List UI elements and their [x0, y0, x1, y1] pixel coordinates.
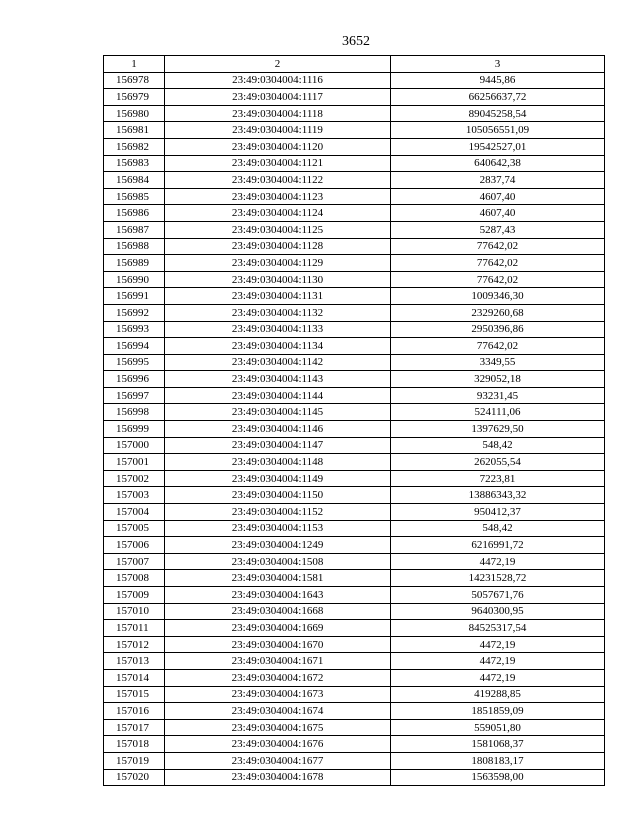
row-number: 156984 — [104, 172, 165, 189]
table-row — [104, 321, 605, 338]
cadastral-number: 23:49:0304004:1134 — [165, 338, 391, 355]
row-number: 157018 — [104, 736, 165, 753]
row-number: 157000 — [104, 437, 165, 454]
row-number: 157009 — [104, 587, 165, 604]
cadastral-number: 23:49:0304004:1143 — [165, 371, 391, 388]
row-number: 157008 — [104, 570, 165, 587]
cadastral-value: 77642,02 — [391, 255, 605, 272]
table-row — [104, 338, 605, 355]
table-row — [104, 703, 605, 720]
row-number: 156986 — [104, 205, 165, 222]
table-row — [104, 620, 605, 637]
cadastral-value: 4607,40 — [391, 188, 605, 205]
cadastral-number: 23:49:0304004:1128 — [165, 238, 391, 255]
table-row — [104, 653, 605, 670]
cadastral-number: 23:49:0304004:1118 — [165, 105, 391, 122]
table-row — [104, 421, 605, 438]
row-number: 157005 — [104, 520, 165, 537]
cadastral-value: 262055,54 — [391, 454, 605, 471]
row-number: 157004 — [104, 504, 165, 521]
row-number: 157014 — [104, 669, 165, 686]
cadastral-number: 23:49:0304004:1670 — [165, 636, 391, 653]
cadastral-value: 9445,86 — [391, 72, 605, 89]
row-number: 156997 — [104, 387, 165, 404]
cadastral-value: 4607,40 — [391, 205, 605, 222]
table-row — [104, 371, 605, 388]
cadastral-number: 23:49:0304004:1150 — [165, 487, 391, 504]
row-number: 157011 — [104, 620, 165, 637]
row-number: 157020 — [104, 769, 165, 786]
row-number: 156993 — [104, 321, 165, 338]
cadastral-value: 93231,45 — [391, 387, 605, 404]
cadastral-number: 23:49:0304004:1121 — [165, 155, 391, 172]
cadastral-number: 23:49:0304004:1675 — [165, 719, 391, 736]
row-number: 156987 — [104, 221, 165, 238]
page-number: 3652 — [342, 34, 370, 49]
table-row — [104, 487, 605, 504]
header-row — [104, 56, 605, 73]
cadastral-number: 23:49:0304004:1120 — [165, 138, 391, 155]
cadastral-number: 23:49:0304004:1673 — [165, 686, 391, 703]
row-number: 156981 — [104, 122, 165, 139]
table-row — [104, 271, 605, 288]
table-row — [104, 354, 605, 371]
cadastral-number: 23:49:0304004:1643 — [165, 587, 391, 604]
row-number: 157002 — [104, 470, 165, 487]
row-number: 156996 — [104, 371, 165, 388]
table-row — [104, 553, 605, 570]
row-number: 156988 — [104, 238, 165, 255]
table-row — [104, 570, 605, 587]
cadastral-value: 950412,37 — [391, 504, 605, 521]
cadastral-value: 524111,06 — [391, 404, 605, 421]
cadastral-value: 105056551,09 — [391, 122, 605, 139]
cadastral-number: 23:49:0304004:1131 — [165, 288, 391, 305]
cadastral-number: 23:49:0304004:1676 — [165, 736, 391, 753]
table-row — [104, 122, 605, 139]
table-row — [104, 752, 605, 769]
cadastral-value: 13886343,32 — [391, 487, 605, 504]
cadastral-number: 23:49:0304004:1678 — [165, 769, 391, 786]
cadastral-value: 559051,80 — [391, 719, 605, 736]
table-row — [104, 520, 605, 537]
cadastral-value: 2950396,86 — [391, 321, 605, 338]
cadastral-number: 23:49:0304004:1149 — [165, 470, 391, 487]
table-row — [104, 686, 605, 703]
cadastral-number: 23:49:0304004:1116 — [165, 72, 391, 89]
row-number: 156983 — [104, 155, 165, 172]
cadastral-value: 329052,18 — [391, 371, 605, 388]
cadastral-value: 1581068,37 — [391, 736, 605, 753]
cadastral-number: 23:49:0304004:1508 — [165, 553, 391, 570]
cadastral-number: 23:49:0304004:1123 — [165, 188, 391, 205]
cadastral-number: 23:49:0304004:1145 — [165, 404, 391, 421]
cadastral-value: 2837,74 — [391, 172, 605, 189]
cadastral-number: 23:49:0304004:1674 — [165, 703, 391, 720]
cadastral-number: 23:49:0304004:1142 — [165, 354, 391, 371]
table-row — [104, 470, 605, 487]
cadastral-number: 23:49:0304004:1130 — [165, 271, 391, 288]
table-row — [104, 587, 605, 604]
cadastral-number: 23:49:0304004:1125 — [165, 221, 391, 238]
cadastral-number: 23:49:0304004:1124 — [165, 205, 391, 222]
cadastral-number: 23:49:0304004:1581 — [165, 570, 391, 587]
row-number: 156985 — [104, 188, 165, 205]
row-number: 156979 — [104, 89, 165, 106]
cadastral-value: 84525317,54 — [391, 620, 605, 637]
cadastral-value: 19542527,01 — [391, 138, 605, 155]
cadastral-value: 77642,02 — [391, 271, 605, 288]
table-row — [104, 387, 605, 404]
cadastral-number: 23:49:0304004:1122 — [165, 172, 391, 189]
row-number: 156998 — [104, 404, 165, 421]
cadastral-number: 23:49:0304004:1147 — [165, 437, 391, 454]
table-row — [104, 404, 605, 421]
cadastral-value: 89045258,54 — [391, 105, 605, 122]
cadastral-value: 4472,19 — [391, 636, 605, 653]
header-col-3: 3 — [391, 56, 605, 73]
table-row — [104, 138, 605, 155]
header-col-1: 1 — [104, 56, 165, 73]
cadastral-value: 419288,85 — [391, 686, 605, 703]
cadastral-number: 23:49:0304004:1146 — [165, 421, 391, 438]
cadastral-value: 9640300,95 — [391, 603, 605, 620]
cadastral-value: 14231528,72 — [391, 570, 605, 587]
cadastral-number: 23:49:0304004:1148 — [165, 454, 391, 471]
table-row — [104, 172, 605, 189]
row-number: 156990 — [104, 271, 165, 288]
cadastral-value: 4472,19 — [391, 553, 605, 570]
cadastral-number: 23:49:0304004:1133 — [165, 321, 391, 338]
table-row — [104, 221, 605, 238]
row-number: 157017 — [104, 719, 165, 736]
cadastral-value: 1851859,09 — [391, 703, 605, 720]
row-number: 156992 — [104, 304, 165, 321]
table-row — [104, 669, 605, 686]
table-row — [104, 105, 605, 122]
table-row — [104, 72, 605, 89]
row-number: 157019 — [104, 752, 165, 769]
cadastral-value: 1009346,30 — [391, 288, 605, 305]
cadastral-number: 23:49:0304004:1152 — [165, 504, 391, 521]
cadastral-value: 77642,02 — [391, 338, 605, 355]
table-row — [104, 504, 605, 521]
registry-table — [103, 55, 605, 786]
row-number: 157006 — [104, 537, 165, 554]
cadastral-value: 5057671,76 — [391, 587, 605, 604]
cadastral-number: 23:49:0304004:1249 — [165, 537, 391, 554]
table-body — [104, 72, 605, 786]
cadastral-value: 548,42 — [391, 520, 605, 537]
header-col-2: 2 — [165, 56, 391, 73]
cadastral-value: 66256637,72 — [391, 89, 605, 106]
cadastral-number: 23:49:0304004:1119 — [165, 122, 391, 139]
row-number: 157015 — [104, 686, 165, 703]
cadastral-value: 77642,02 — [391, 238, 605, 255]
table-row — [104, 603, 605, 620]
table-row — [104, 769, 605, 786]
cadastral-number: 23:49:0304004:1144 — [165, 387, 391, 404]
cadastral-number: 23:49:0304004:1132 — [165, 304, 391, 321]
table-row — [104, 188, 605, 205]
cadastral-number: 23:49:0304004:1672 — [165, 669, 391, 686]
table-row — [104, 89, 605, 106]
table-row — [104, 238, 605, 255]
table-row — [104, 155, 605, 172]
cadastral-number: 23:49:0304004:1677 — [165, 752, 391, 769]
cadastral-number: 23:49:0304004:1669 — [165, 620, 391, 637]
cadastral-number: 23:49:0304004:1671 — [165, 653, 391, 670]
cadastral-number: 23:49:0304004:1153 — [165, 520, 391, 537]
row-number: 156989 — [104, 255, 165, 272]
cadastral-value: 2329260,68 — [391, 304, 605, 321]
row-number: 157003 — [104, 487, 165, 504]
row-number: 157001 — [104, 454, 165, 471]
row-number: 156980 — [104, 105, 165, 122]
table-row — [104, 719, 605, 736]
cadastral-value: 1397629,50 — [391, 421, 605, 438]
cadastral-value: 1808183,17 — [391, 752, 605, 769]
table-row — [104, 454, 605, 471]
cadastral-value: 4472,19 — [391, 669, 605, 686]
row-number: 156982 — [104, 138, 165, 155]
cadastral-value: 1563598,00 — [391, 769, 605, 786]
cadastral-value: 548,42 — [391, 437, 605, 454]
table-row — [104, 255, 605, 272]
row-number: 157007 — [104, 553, 165, 570]
cadastral-value: 640642,38 — [391, 155, 605, 172]
table-row — [104, 288, 605, 305]
table-row — [104, 636, 605, 653]
table-row — [104, 205, 605, 222]
table-row — [104, 537, 605, 554]
cadastral-value: 6216991,72 — [391, 537, 605, 554]
row-number: 156978 — [104, 72, 165, 89]
cadastral-value: 7223,81 — [391, 470, 605, 487]
table-row — [104, 736, 605, 753]
cadastral-value: 4472,19 — [391, 653, 605, 670]
row-number: 157013 — [104, 653, 165, 670]
row-number: 156999 — [104, 421, 165, 438]
cadastral-number: 23:49:0304004:1117 — [165, 89, 391, 106]
cadastral-number: 23:49:0304004:1668 — [165, 603, 391, 620]
table-row — [104, 304, 605, 321]
cadastral-value: 5287,43 — [391, 221, 605, 238]
cadastral-value: 3349,55 — [391, 354, 605, 371]
row-number: 156991 — [104, 288, 165, 305]
table-header — [104, 56, 605, 73]
row-number: 156994 — [104, 338, 165, 355]
row-number: 157010 — [104, 603, 165, 620]
row-number: 157016 — [104, 703, 165, 720]
row-number: 156995 — [104, 354, 165, 371]
cadastral-number: 23:49:0304004:1129 — [165, 255, 391, 272]
row-number: 157012 — [104, 636, 165, 653]
table-row — [104, 437, 605, 454]
